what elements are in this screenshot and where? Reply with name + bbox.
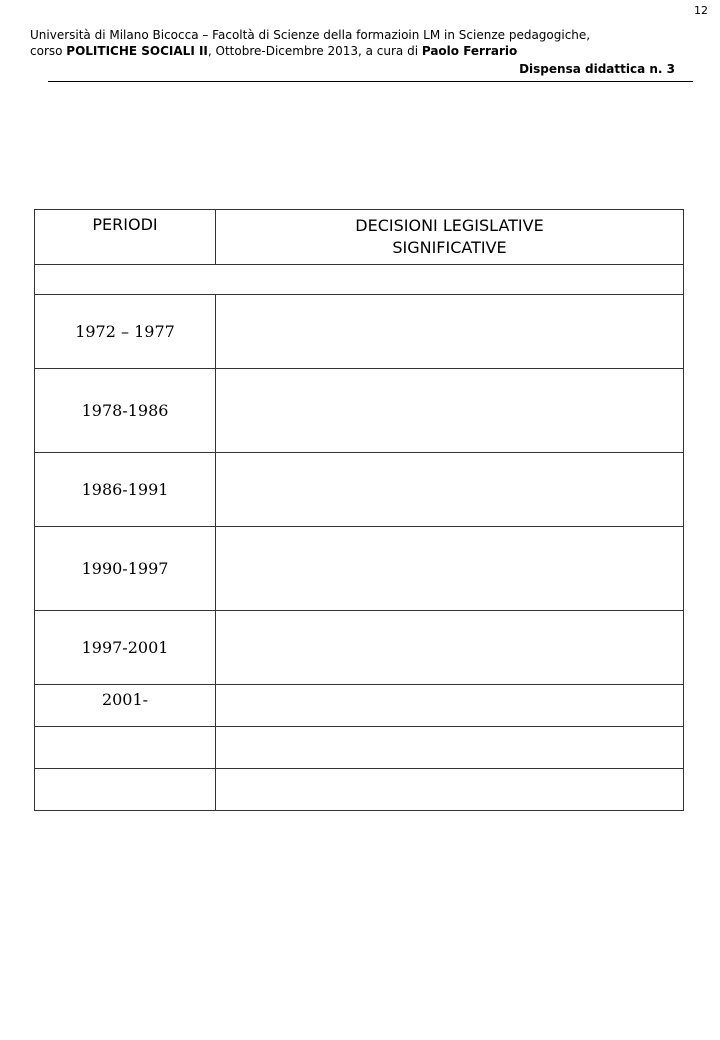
period-cell [35, 769, 216, 811]
table-row [35, 611, 684, 685]
period-cell: 2001- [35, 685, 216, 727]
table-header-row [35, 210, 684, 265]
course-name: POLITICHE SOCIALI II [66, 44, 208, 58]
header-middle: , Ottobre-Dicembre 2013, a cura di [207, 44, 422, 58]
header-rule [48, 81, 693, 82]
spacer-cell [35, 265, 684, 295]
header-decisioni-line1: DECISIONI LEGISLATIVE [355, 216, 544, 235]
period-cell: 1990-1997 [35, 527, 216, 611]
header-line-1: Università di Milano Bicocca – Facoltà di Scienze della formazioin LM in Scienze pedagogiche, [30, 28, 591, 42]
page-number: 12 [694, 4, 708, 17]
decision-cell [216, 611, 684, 685]
period-cell: 1972 – 1977 [35, 295, 216, 369]
table-row [35, 295, 684, 369]
document-header [30, 27, 690, 59]
decision-cell [216, 453, 684, 527]
period-cell: 1997-2001 [35, 611, 216, 685]
table-row [35, 369, 684, 453]
header-decisioni-line2: SIGNIFICATIVE [392, 238, 507, 257]
header-decisioni [216, 210, 684, 265]
spacer-row [35, 265, 684, 295]
period-cell: 1986-1991 [35, 453, 216, 527]
legislation-table [34, 209, 684, 811]
header-periodi: PERIODI [35, 210, 216, 265]
decision-cell [216, 295, 684, 369]
table-row [35, 527, 684, 611]
period-cell [35, 727, 216, 769]
table-row [35, 453, 684, 527]
table-row [35, 685, 684, 727]
table-row [35, 727, 684, 769]
decision-cell [216, 685, 684, 727]
decision-cell [216, 527, 684, 611]
decision-cell [216, 369, 684, 453]
header-prefix: corso [30, 44, 67, 58]
decision-cell [216, 727, 684, 769]
decision-cell [216, 769, 684, 811]
header-line-2 [30, 43, 690, 59]
author-name: Paolo Ferrario [421, 44, 518, 58]
period-cell: 1978-1986 [35, 369, 216, 453]
dispensa-label: Dispensa didattica n. 3 [519, 62, 675, 76]
table-row [35, 769, 684, 811]
